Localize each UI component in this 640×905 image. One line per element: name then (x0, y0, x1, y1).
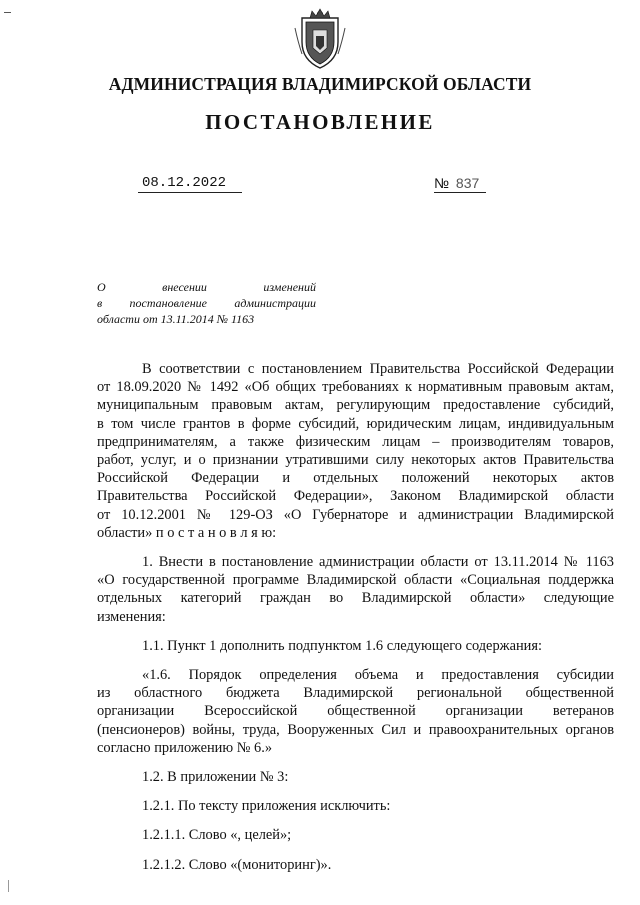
text-line: В соответствии с постановлением Правительства Российской Федерации (142, 361, 614, 377)
number-value: 837 (455, 175, 480, 191)
text-line: изменения: (97, 608, 166, 625)
item-1-2-paragraph: 1.2. В приложении № 3: (142, 769, 289, 786)
coat-of-arms-icon (292, 8, 348, 70)
text-line: в том числе грантов в форме субсидий, юридическим лицам, индивидуальным (97, 415, 614, 432)
item-1-2-1-2-paragraph: 1.2.1.2. Слово «(мониторинг)». (142, 856, 332, 873)
document-type: ПОСТАНОВЛЕНИЕ (205, 110, 435, 134)
document-subject (97, 279, 316, 327)
preamble-paragraph (97, 360, 614, 542)
text-line: из областного бюджета Владимирской региональной общественной (97, 685, 614, 702)
text-line: «1.6. Порядок определения объема и предоставления субсидии (142, 667, 614, 684)
subject-line: в постановление администрации (97, 296, 316, 310)
organization-name: АДМИНИСТРАЦИЯ ВЛАДИМИРСКОЙ ОБЛАСТИ (108, 74, 532, 94)
subject-line: О внесении изменений (97, 280, 316, 294)
text-line: 1. Внести в постановление администрации области от 13.11.2014 № 1163 (142, 554, 614, 571)
item-1-2-1-1-paragraph: 1.2.1.1. Слово «, целей»; (142, 827, 292, 844)
text-line: «О государственной программе Владимирской области «Социальная поддержка (97, 572, 614, 589)
item-1-2-1-paragraph: 1.2.1. По тексту приложения исключить: (142, 798, 391, 815)
text-line: (пенсионеров) войны, труда, Вооруженных Сил и правоохранительных органов (97, 721, 614, 738)
number-sign: № (434, 175, 450, 191)
document-date: 08.12.2022 (138, 175, 242, 193)
margin-mark (8, 880, 12, 892)
item-1-paragraph (97, 553, 614, 626)
text-line: организации Всероссийской общественной организации ветеранов (97, 703, 614, 720)
text-line: Правительства Российской Федерации», Законом Владимирской области (97, 488, 614, 505)
text-line: работ, услуг, и о признании утратившими силу некоторых актов Правительства (97, 452, 614, 469)
text-line: согласно приложению № 6.» (97, 739, 273, 756)
text-line: от 18.09.2020 № 1492 «Об общих требованиях к нормативным правовым актам, (97, 379, 614, 396)
subject-line: области от 13.11.2014 № 1163 (97, 312, 255, 326)
item-1-1-paragraph: 1.1. Пункт 1 дополнить подпунктом 1.6 следующего содержания: (142, 637, 542, 654)
text-line: предпринимателям, а также физическим лицам – производителям товаров, (97, 433, 614, 450)
text-line: муниципальным правовым актам, регулирующим предоставление субсидий, (97, 397, 614, 414)
text-line: Российской Федерации и отдельных положений некоторых актов (97, 470, 614, 487)
item-1-6-paragraph (97, 666, 614, 757)
text-line: от 10.12.2001 № 129-ОЗ «О Губернаторе и администрации Владимирской (97, 506, 614, 523)
document-number (434, 175, 486, 193)
document-body (97, 360, 614, 874)
text-line: области» п о с т а н о в л я ю: (97, 524, 277, 541)
corner-mark (4, 12, 11, 13)
text-line: отдельных категорий граждан во Владимирской области» следующие (97, 590, 614, 607)
